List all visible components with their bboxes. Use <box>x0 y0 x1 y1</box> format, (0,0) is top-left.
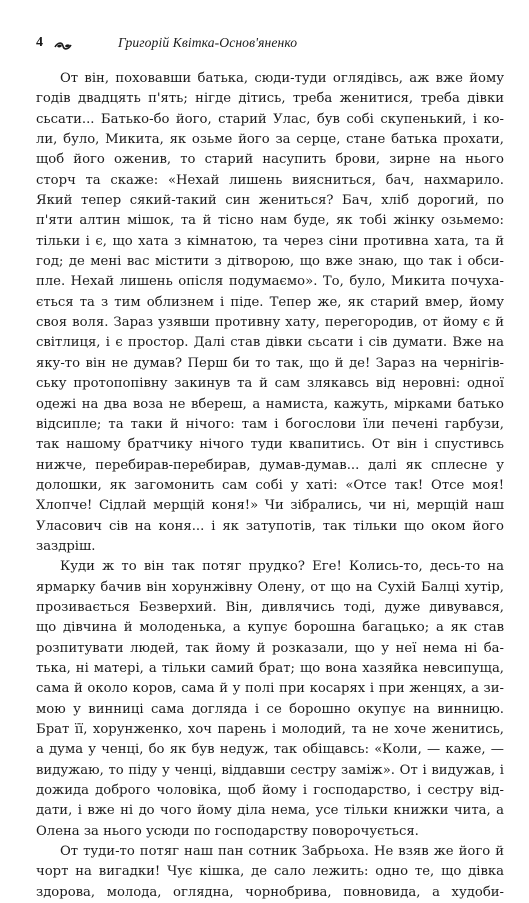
text-line: долошки, як загомонить сам собі у хаті: «Отсе так! Отсе моя! <box>36 477 504 493</box>
text-line: От туди-то потяг наш пан сотник Забрьоха. Не взяв же його й <box>60 844 504 860</box>
text-line: прозивається Безверхий. Він, дивлячись тоді, дуже дивувався, <box>36 599 504 615</box>
text-line: От він, поховавши батька, сюди-туди оглядівсь, аж вже йому <box>60 71 504 86</box>
paragraph-2 <box>36 557 504 842</box>
text-line: яку-то він не думав? Перш би то так, що й де! Зараз на чернігів- <box>36 355 504 371</box>
text-line: год; де мені вас містити з дітворою, що вже знаю, що так і обси- <box>36 254 504 270</box>
paragraph-3 <box>36 842 504 903</box>
text-line: п'яти алтин мішок, та й тісно нам буде, як тобі жінку озьмемо: <box>36 213 504 229</box>
text-line: тька, ні матері, а тільки самий брат; що вона хазяйка невсипуща, <box>36 660 504 676</box>
text-line: відсипле; та таки й нічого: там і богослови їли печені гарбузи, <box>36 416 504 432</box>
text-line: заздріш. <box>36 538 96 554</box>
text-line: мою у винниці сама догляда і се борошно окупує на винницю. <box>36 701 504 717</box>
text-line: чорт на вигадки! Чує кішка, де сало лежить: одно те, що дівка <box>36 864 504 880</box>
text-line: нижче, перебирав-перебирав, думав-думав... далі як сплесне у <box>36 457 504 473</box>
text-line: що дівчина й молоденька, а купує борошна багацько; а як став <box>36 620 504 636</box>
text-line: ли, було, Микита, як озьме його за серце, стане батька прохати, <box>36 132 504 148</box>
text-line: Брат її, хорунженко, хоч парень і молодий, та не хоче женитись, <box>36 722 504 737</box>
paragraph-1 <box>36 69 504 557</box>
text-line: своя воля. Зараз узявши противну хату, перегородив, от йому є й <box>36 315 504 331</box>
text-line: світлиця, і є простор. Далі став дівки сьсати і сів думати. Вже на <box>36 335 504 351</box>
text-line: Уласович сів на коня... і як затупотів, так тільки що оком його <box>36 518 504 534</box>
text-line: дожида доброго чоловіка, щоб йому і господарство, і сестру від- <box>36 783 504 799</box>
body-text <box>36 69 504 903</box>
text-line: щоб його оженив, то старий насупить брови, зирне на нього <box>36 152 504 168</box>
text-line: видужаю, то піду у ченці, віддавши сестру заміж». От і видужав, і <box>36 762 504 778</box>
text-line: здорова, молода, оглядна, чорнобрива, повновида, а худоби- <box>36 884 504 900</box>
running-head-author: Григорій Квітка-Основ'яненко <box>118 35 298 50</box>
text-line: розпитувати людей, так йому й розказали, що у неї нема ні ба- <box>36 640 504 656</box>
page-header <box>36 33 506 53</box>
text-line: дати, і вже ні до чого йому діла нема, усе тільки книжки чита, а <box>36 803 504 819</box>
text-line: ську протопопівну закинув та й сам злякавсь від неровні: одної <box>36 376 504 392</box>
page-number: 4 <box>36 35 43 50</box>
text-line: тільки і є, що хата з кімнатою, та через сіни противна хата, та й <box>36 233 504 249</box>
text-line: ється та з тим облизнем і піде. Тепер же, як старий вмер, йому <box>36 294 504 310</box>
text-line: так нашому братчику нічого туди квапитись. От він і спустивсь <box>36 437 504 453</box>
text-line: ярмарку бачив він хорунжівну Олену, от що на Сухій Балці хутір, <box>36 579 504 595</box>
text-line: Куди ж то він так потяг прудко? Еге! Колись-то, десь-то на <box>60 559 504 575</box>
text-line: Хлопче! Сідлай мерщій коня!» Чи зібрались, чи ні, мерщій наш <box>36 498 504 514</box>
text-line: Який тепер сякий-такий син жениться? Бач, хліб дорогий, по <box>36 193 504 209</box>
leaf-ornament-icon <box>54 38 72 48</box>
text-line: Олена за нього усюди по господарству поворочується. <box>36 823 419 839</box>
text-line: одежі на два воза не вбереш, а намиста, кажуть, мірками батько <box>36 396 504 412</box>
text-line: годів двадцять п'ять; нігде дітись, треба женитися, треба дівки <box>36 91 504 107</box>
text-line: сьсати... Батько-бо його, старий Улас, був собі скупенький, і ко- <box>36 111 504 127</box>
text-line: сама й около коров, сама й у полі при косарях і при женцях, а зи- <box>36 681 504 697</box>
text-line: сторч та скаже: «Нехай лишень вияснитьcя, бач, нахмарило. <box>36 172 504 188</box>
text-line: пле. Нехай лишень опісля подумаємо». То, було, Микита почуха- <box>36 274 504 290</box>
text-line: а дума у ченці, бо як був недуж, так обіщавсь: «Коли, — каже, — <box>36 742 504 758</box>
